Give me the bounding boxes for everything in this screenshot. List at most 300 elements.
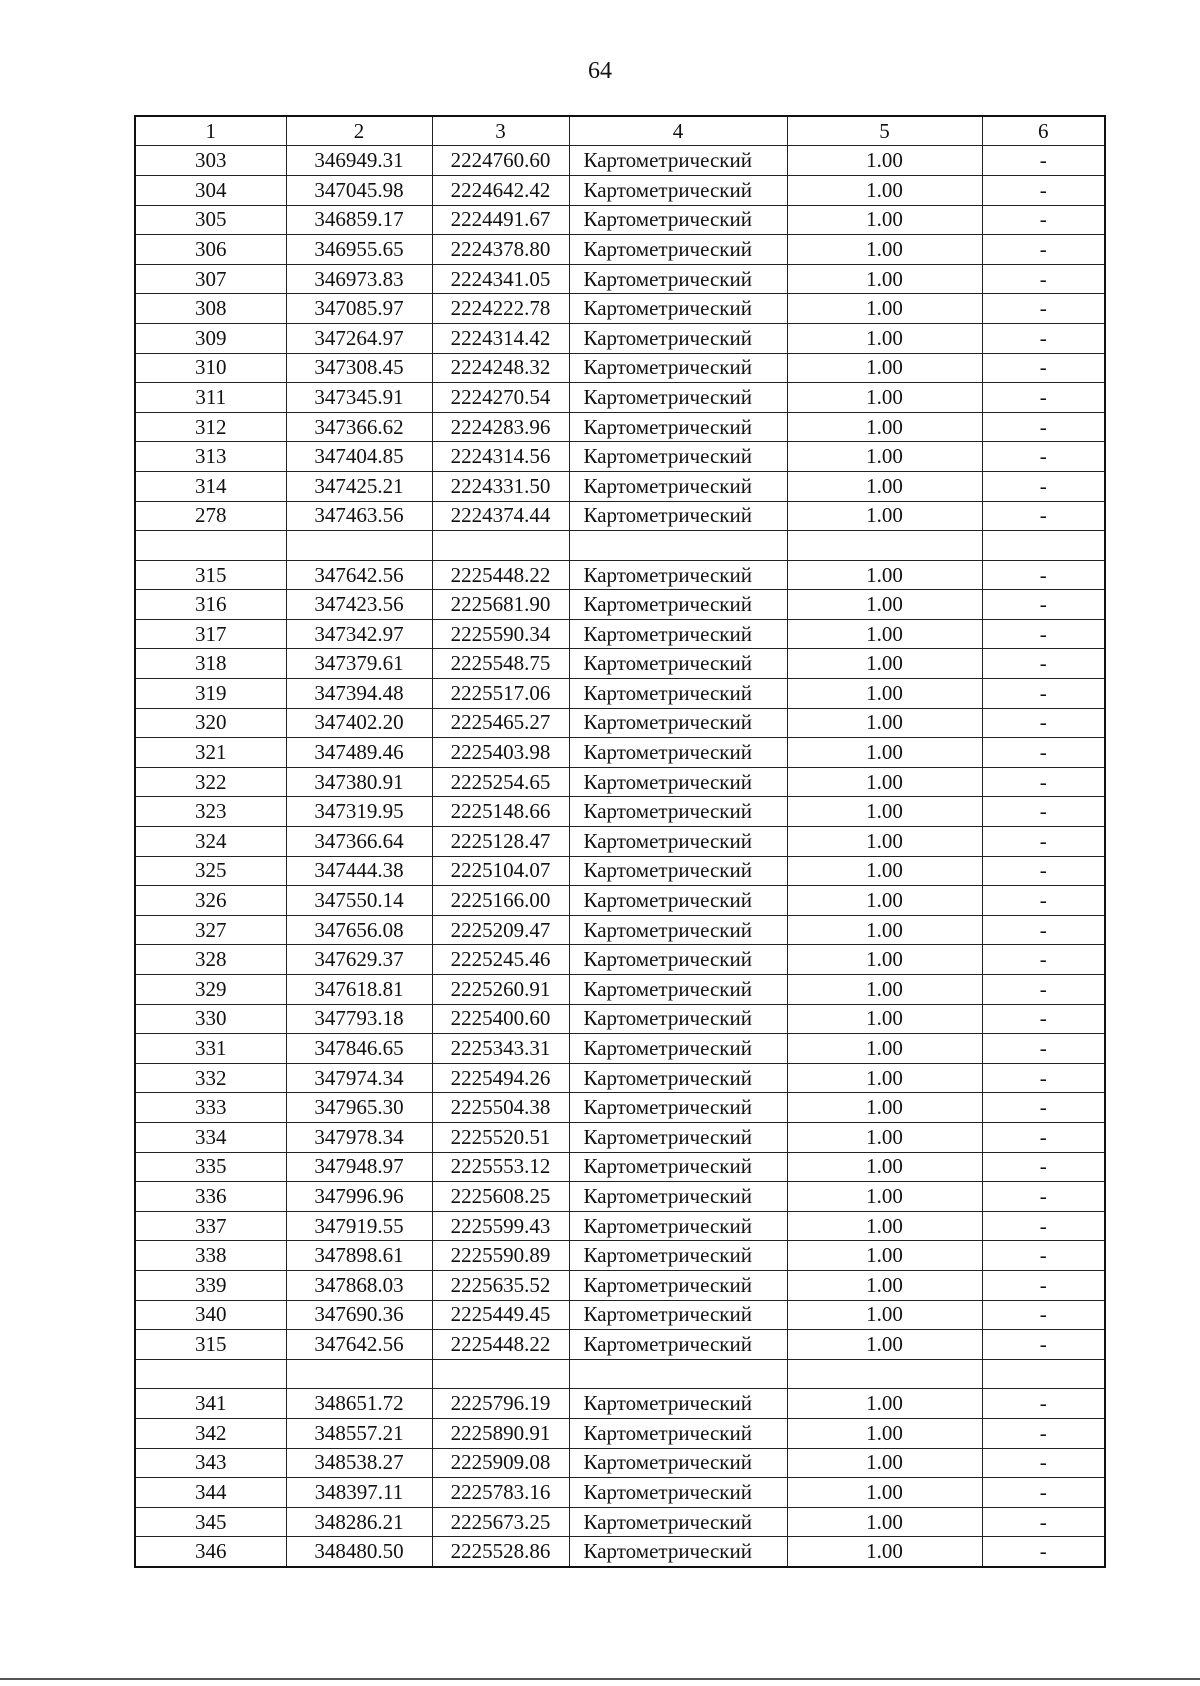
table-row [135, 1270, 1105, 1300]
x-coordinate-cell: 347965.30 [286, 1093, 432, 1123]
accuracy-cell: 1.00 [787, 1300, 982, 1330]
method-cell: Картометрический [569, 353, 787, 383]
table-row [135, 235, 1105, 265]
table-row [135, 1418, 1105, 1448]
y-coordinate-cell: 2225590.89 [432, 1241, 569, 1271]
x-coordinate-cell: 348557.21 [286, 1418, 432, 1448]
point-number-cell [135, 531, 286, 561]
method-cell: Картометрический [569, 1034, 787, 1064]
y-coordinate-cell: 2225449.45 [432, 1300, 569, 1330]
note-cell: - [982, 146, 1105, 176]
accuracy-cell: 1.00 [787, 1182, 982, 1212]
table-row [135, 353, 1105, 383]
note-cell: - [982, 1300, 1105, 1330]
point-number-cell: 345 [135, 1507, 286, 1537]
header-cell: 5 [787, 116, 982, 146]
note-cell: - [982, 175, 1105, 205]
point-number-cell: 346 [135, 1537, 286, 1567]
note-cell: - [982, 827, 1105, 857]
accuracy-cell: 1.00 [787, 1537, 982, 1567]
table-row [135, 975, 1105, 1005]
table-row [135, 471, 1105, 501]
point-number-cell: 312 [135, 412, 286, 442]
x-coordinate-cell: 347380.91 [286, 767, 432, 797]
table-row [135, 886, 1105, 916]
accuracy-cell: 1.00 [787, 619, 982, 649]
accuracy-cell: 1.00 [787, 767, 982, 797]
point-number-cell: 316 [135, 590, 286, 620]
note-cell: - [982, 1063, 1105, 1093]
note-cell: - [982, 1537, 1105, 1567]
y-coordinate-cell: 2225548.75 [432, 649, 569, 679]
accuracy-cell: 1.00 [787, 975, 982, 1005]
method-cell: Картометрический [569, 264, 787, 294]
method-cell: Картометрический [569, 205, 787, 235]
y-coordinate-cell: 2225448.22 [432, 1330, 569, 1360]
y-coordinate-cell: 2224283.96 [432, 412, 569, 442]
x-coordinate-cell: 347366.62 [286, 412, 432, 442]
y-coordinate-cell [432, 1359, 569, 1389]
point-number-cell: 327 [135, 915, 286, 945]
note-cell: - [982, 383, 1105, 413]
note-cell: - [982, 619, 1105, 649]
note-cell: - [982, 915, 1105, 945]
table-row [135, 649, 1105, 679]
y-coordinate-cell: 2224760.60 [432, 146, 569, 176]
x-coordinate-cell: 347948.97 [286, 1152, 432, 1182]
table-row [135, 1330, 1105, 1360]
x-coordinate-cell: 347489.46 [286, 738, 432, 768]
x-coordinate-cell: 346859.17 [286, 205, 432, 235]
x-coordinate-cell: 347996.96 [286, 1182, 432, 1212]
accuracy-cell: 1.00 [787, 708, 982, 738]
bottom-rule [0, 1678, 1200, 1680]
note-cell: - [982, 1004, 1105, 1034]
x-coordinate-cell: 347394.48 [286, 679, 432, 709]
table-row [135, 412, 1105, 442]
note-cell: - [982, 353, 1105, 383]
table-header-row [135, 116, 1105, 146]
method-cell: Картометрический [569, 1241, 787, 1271]
point-number-cell: 319 [135, 679, 286, 709]
accuracy-cell: 1.00 [787, 412, 982, 442]
x-coordinate-cell: 347425.21 [286, 471, 432, 501]
y-coordinate-cell: 2225909.08 [432, 1448, 569, 1478]
note-cell: - [982, 1182, 1105, 1212]
point-number-cell: 342 [135, 1418, 286, 1448]
table-row [135, 1211, 1105, 1241]
x-coordinate-cell: 347898.61 [286, 1241, 432, 1271]
method-cell: Картометрический [569, 590, 787, 620]
accuracy-cell: 1.00 [787, 1004, 982, 1034]
accuracy-cell: 1.00 [787, 1330, 982, 1360]
method-cell: Картометрический [569, 649, 787, 679]
accuracy-cell: 1.00 [787, 1507, 982, 1537]
point-number-cell: 306 [135, 235, 286, 265]
y-coordinate-cell: 2225245.46 [432, 945, 569, 975]
y-coordinate-cell: 2225681.90 [432, 590, 569, 620]
point-number-cell: 338 [135, 1241, 286, 1271]
point-number-cell: 330 [135, 1004, 286, 1034]
point-number-cell: 315 [135, 560, 286, 590]
method-cell: Картометрический [569, 1152, 787, 1182]
note-cell: - [982, 264, 1105, 294]
accuracy-cell [787, 1359, 982, 1389]
accuracy-cell: 1.00 [787, 1270, 982, 1300]
point-number-cell: 315 [135, 1330, 286, 1360]
note-cell: - [982, 1122, 1105, 1152]
point-number-cell: 321 [135, 738, 286, 768]
accuracy-cell: 1.00 [787, 1448, 982, 1478]
y-coordinate-cell: 2225673.25 [432, 1507, 569, 1537]
method-cell: Картометрический [569, 501, 787, 531]
point-number-cell: 317 [135, 619, 286, 649]
x-coordinate-cell: 347463.56 [286, 501, 432, 531]
note-cell: - [982, 945, 1105, 975]
table-row [135, 1478, 1105, 1508]
y-coordinate-cell: 2225504.38 [432, 1093, 569, 1123]
point-number-cell: 335 [135, 1152, 286, 1182]
note-cell: - [982, 1507, 1105, 1537]
point-number-cell: 328 [135, 945, 286, 975]
table-row [135, 1359, 1105, 1389]
y-coordinate-cell: 2225104.07 [432, 856, 569, 886]
accuracy-cell: 1.00 [787, 205, 982, 235]
method-cell: Картометрический [569, 1389, 787, 1419]
x-coordinate-cell: 348397.11 [286, 1478, 432, 1508]
point-number-cell: 337 [135, 1211, 286, 1241]
table-row [135, 590, 1105, 620]
table-row [135, 294, 1105, 324]
accuracy-cell: 1.00 [787, 856, 982, 886]
x-coordinate-cell: 347618.81 [286, 975, 432, 1005]
note-cell: - [982, 738, 1105, 768]
note-cell: - [982, 235, 1105, 265]
header-cell: 2 [286, 116, 432, 146]
header-cell: 1 [135, 116, 286, 146]
table-row [135, 708, 1105, 738]
method-cell: Картометрический [569, 560, 787, 590]
y-coordinate-cell: 2224314.56 [432, 442, 569, 472]
note-cell: - [982, 294, 1105, 324]
method-cell: Картометрический [569, 294, 787, 324]
method-cell: Картометрический [569, 975, 787, 1005]
y-coordinate-cell: 2225343.31 [432, 1034, 569, 1064]
y-coordinate-cell: 2225890.91 [432, 1418, 569, 1448]
point-number-cell: 310 [135, 353, 286, 383]
accuracy-cell: 1.00 [787, 383, 982, 413]
x-coordinate-cell: 346955.65 [286, 235, 432, 265]
x-coordinate-cell: 347444.38 [286, 856, 432, 886]
point-number-cell: 313 [135, 442, 286, 472]
x-coordinate-cell: 347085.97 [286, 294, 432, 324]
note-cell [982, 531, 1105, 561]
y-coordinate-cell: 2225148.66 [432, 797, 569, 827]
x-coordinate-cell: 346973.83 [286, 264, 432, 294]
point-number-cell: 340 [135, 1300, 286, 1330]
point-number-cell: 334 [135, 1122, 286, 1152]
method-cell: Картометрический [569, 442, 787, 472]
accuracy-cell: 1.00 [787, 1093, 982, 1123]
x-coordinate-cell: 347846.65 [286, 1034, 432, 1064]
method-cell: Картометрический [569, 471, 787, 501]
point-number-cell: 303 [135, 146, 286, 176]
x-coordinate-cell: 347342.97 [286, 619, 432, 649]
table-row [135, 383, 1105, 413]
method-cell: Картометрический [569, 323, 787, 353]
accuracy-cell: 1.00 [787, 827, 982, 857]
method-cell: Картометрический [569, 1182, 787, 1212]
y-coordinate-cell: 2225796.19 [432, 1389, 569, 1419]
method-cell: Картометрический [569, 1537, 787, 1567]
coordinates-table [134, 115, 1106, 1568]
y-coordinate-cell: 2225520.51 [432, 1122, 569, 1152]
note-cell: - [982, 975, 1105, 1005]
note-cell: - [982, 501, 1105, 531]
accuracy-cell: 1.00 [787, 442, 982, 472]
accuracy-cell [787, 531, 982, 561]
x-coordinate-cell: 347974.34 [286, 1063, 432, 1093]
y-coordinate-cell: 2225590.34 [432, 619, 569, 649]
x-coordinate-cell: 346949.31 [286, 146, 432, 176]
point-number-cell: 341 [135, 1389, 286, 1419]
table-row [135, 1093, 1105, 1123]
accuracy-cell: 1.00 [787, 797, 982, 827]
table-row [135, 1063, 1105, 1093]
point-number-cell: 329 [135, 975, 286, 1005]
y-coordinate-cell: 2225528.86 [432, 1537, 569, 1567]
method-cell: Картометрический [569, 1093, 787, 1123]
x-coordinate-cell: 347978.34 [286, 1122, 432, 1152]
x-coordinate-cell: 347345.91 [286, 383, 432, 413]
method-cell: Картометрический [569, 146, 787, 176]
note-cell: - [982, 560, 1105, 590]
y-coordinate-cell: 2224341.05 [432, 264, 569, 294]
table-row [135, 767, 1105, 797]
y-coordinate-cell: 2224314.42 [432, 323, 569, 353]
note-cell: - [982, 1152, 1105, 1182]
method-cell: Картометрический [569, 175, 787, 205]
table-row [135, 1300, 1105, 1330]
point-number-cell [135, 1359, 286, 1389]
point-number-cell: 314 [135, 471, 286, 501]
table-row [135, 797, 1105, 827]
accuracy-cell: 1.00 [787, 323, 982, 353]
x-coordinate-cell: 347319.95 [286, 797, 432, 827]
table-row [135, 1004, 1105, 1034]
method-cell [569, 531, 787, 561]
x-coordinate-cell [286, 531, 432, 561]
table-row [135, 827, 1105, 857]
y-coordinate-cell: 2225400.60 [432, 1004, 569, 1034]
page-number: 64 [588, 58, 612, 84]
accuracy-cell: 1.00 [787, 679, 982, 709]
table-row [135, 945, 1105, 975]
y-coordinate-cell: 2225635.52 [432, 1270, 569, 1300]
method-cell: Картометрический [569, 1270, 787, 1300]
y-coordinate-cell: 2225403.98 [432, 738, 569, 768]
y-coordinate-cell: 2224642.42 [432, 175, 569, 205]
note-cell: - [982, 442, 1105, 472]
table-row [135, 1241, 1105, 1271]
y-coordinate-cell: 2225209.47 [432, 915, 569, 945]
method-cell: Картометрический [569, 679, 787, 709]
x-coordinate-cell: 348480.50 [286, 1537, 432, 1567]
table-row [135, 619, 1105, 649]
x-coordinate-cell: 348538.27 [286, 1448, 432, 1478]
method-cell: Картометрический [569, 412, 787, 442]
note-cell: - [982, 1241, 1105, 1271]
method-cell: Картометрический [569, 1063, 787, 1093]
method-cell: Картометрический [569, 738, 787, 768]
table-row [135, 146, 1105, 176]
note-cell: - [982, 471, 1105, 501]
table-row [135, 205, 1105, 235]
x-coordinate-cell: 347045.98 [286, 175, 432, 205]
method-cell: Картометрический [569, 1300, 787, 1330]
accuracy-cell: 1.00 [787, 353, 982, 383]
point-number-cell: 326 [135, 886, 286, 916]
point-number-cell: 322 [135, 767, 286, 797]
y-coordinate-cell: 2225465.27 [432, 708, 569, 738]
point-number-cell: 343 [135, 1448, 286, 1478]
accuracy-cell: 1.00 [787, 175, 982, 205]
point-number-cell: 325 [135, 856, 286, 886]
note-cell: - [982, 797, 1105, 827]
y-coordinate-cell: 2225448.22 [432, 560, 569, 590]
point-number-cell: 331 [135, 1034, 286, 1064]
note-cell: - [982, 205, 1105, 235]
y-coordinate-cell: 2224222.78 [432, 294, 569, 324]
method-cell: Картометрический [569, 1330, 787, 1360]
x-coordinate-cell: 347379.61 [286, 649, 432, 679]
method-cell: Картометрический [569, 856, 787, 886]
accuracy-cell: 1.00 [787, 235, 982, 265]
table-row [135, 1448, 1105, 1478]
method-cell: Картометрический [569, 915, 787, 945]
note-cell: - [982, 649, 1105, 679]
note-cell: - [982, 1330, 1105, 1360]
y-coordinate-cell: 2224270.54 [432, 383, 569, 413]
y-coordinate-cell: 2225254.65 [432, 767, 569, 797]
table-row [135, 1389, 1105, 1419]
y-coordinate-cell: 2225128.47 [432, 827, 569, 857]
note-cell: - [982, 412, 1105, 442]
point-number-cell: 318 [135, 649, 286, 679]
note-cell: - [982, 767, 1105, 797]
x-coordinate-cell: 347793.18 [286, 1004, 432, 1034]
point-number-cell: 308 [135, 294, 286, 324]
y-coordinate-cell: 2225553.12 [432, 1152, 569, 1182]
y-coordinate-cell: 2224331.50 [432, 471, 569, 501]
x-coordinate-cell: 347868.03 [286, 1270, 432, 1300]
method-cell: Картометрический [569, 1122, 787, 1152]
accuracy-cell: 1.00 [787, 945, 982, 975]
table-row [135, 264, 1105, 294]
x-coordinate-cell: 347919.55 [286, 1211, 432, 1241]
x-coordinate-cell: 347690.36 [286, 1300, 432, 1330]
y-coordinate-cell: 2225494.26 [432, 1063, 569, 1093]
accuracy-cell: 1.00 [787, 294, 982, 324]
table-row [135, 1034, 1105, 1064]
method-cell: Картометрический [569, 1418, 787, 1448]
method-cell: Картометрический [569, 235, 787, 265]
method-cell: Картометрический [569, 1507, 787, 1537]
note-cell: - [982, 1478, 1105, 1508]
x-coordinate-cell: 347629.37 [286, 945, 432, 975]
accuracy-cell: 1.00 [787, 915, 982, 945]
point-number-cell: 320 [135, 708, 286, 738]
accuracy-cell: 1.00 [787, 1389, 982, 1419]
y-coordinate-cell: 2224378.80 [432, 235, 569, 265]
accuracy-cell: 1.00 [787, 146, 982, 176]
accuracy-cell: 1.00 [787, 501, 982, 531]
point-number-cell: 339 [135, 1270, 286, 1300]
y-coordinate-cell [432, 531, 569, 561]
note-cell: - [982, 1389, 1105, 1419]
accuracy-cell: 1.00 [787, 738, 982, 768]
accuracy-cell: 1.00 [787, 1241, 982, 1271]
table-row [135, 531, 1105, 561]
header-cell: 4 [569, 116, 787, 146]
table-row [135, 1507, 1105, 1537]
x-coordinate-cell: 347423.56 [286, 590, 432, 620]
note-cell: - [982, 886, 1105, 916]
y-coordinate-cell: 2225599.43 [432, 1211, 569, 1241]
y-coordinate-cell: 2224374.44 [432, 501, 569, 531]
point-number-cell: 333 [135, 1093, 286, 1123]
note-cell: - [982, 708, 1105, 738]
y-coordinate-cell: 2225517.06 [432, 679, 569, 709]
x-coordinate-cell [286, 1359, 432, 1389]
coordinates-table-body [135, 116, 1105, 1567]
point-number-cell: 304 [135, 175, 286, 205]
table-row [135, 323, 1105, 353]
point-number-cell: 323 [135, 797, 286, 827]
accuracy-cell: 1.00 [787, 1418, 982, 1448]
table-row [135, 1122, 1105, 1152]
method-cell: Картометрический [569, 945, 787, 975]
header-cell: 3 [432, 116, 569, 146]
note-cell: - [982, 679, 1105, 709]
method-cell: Картометрический [569, 886, 787, 916]
y-coordinate-cell: 2224491.67 [432, 205, 569, 235]
accuracy-cell: 1.00 [787, 471, 982, 501]
x-coordinate-cell: 348286.21 [286, 1507, 432, 1537]
x-coordinate-cell: 347642.56 [286, 560, 432, 590]
y-coordinate-cell: 2225166.00 [432, 886, 569, 916]
x-coordinate-cell: 347402.20 [286, 708, 432, 738]
y-coordinate-cell: 2225783.16 [432, 1478, 569, 1508]
note-cell: - [982, 1211, 1105, 1241]
method-cell: Картометрический [569, 619, 787, 649]
x-coordinate-cell: 347404.85 [286, 442, 432, 472]
accuracy-cell: 1.00 [787, 649, 982, 679]
table-row [135, 501, 1105, 531]
table-row [135, 442, 1105, 472]
note-cell: - [982, 1034, 1105, 1064]
x-coordinate-cell: 348651.72 [286, 1389, 432, 1419]
note-cell [982, 1359, 1105, 1389]
table-row [135, 175, 1105, 205]
table-row [135, 679, 1105, 709]
x-coordinate-cell: 347642.56 [286, 1330, 432, 1360]
table-row [135, 1537, 1105, 1567]
x-coordinate-cell: 347656.08 [286, 915, 432, 945]
table-row [135, 856, 1105, 886]
y-coordinate-cell: 2225608.25 [432, 1182, 569, 1212]
accuracy-cell: 1.00 [787, 1152, 982, 1182]
